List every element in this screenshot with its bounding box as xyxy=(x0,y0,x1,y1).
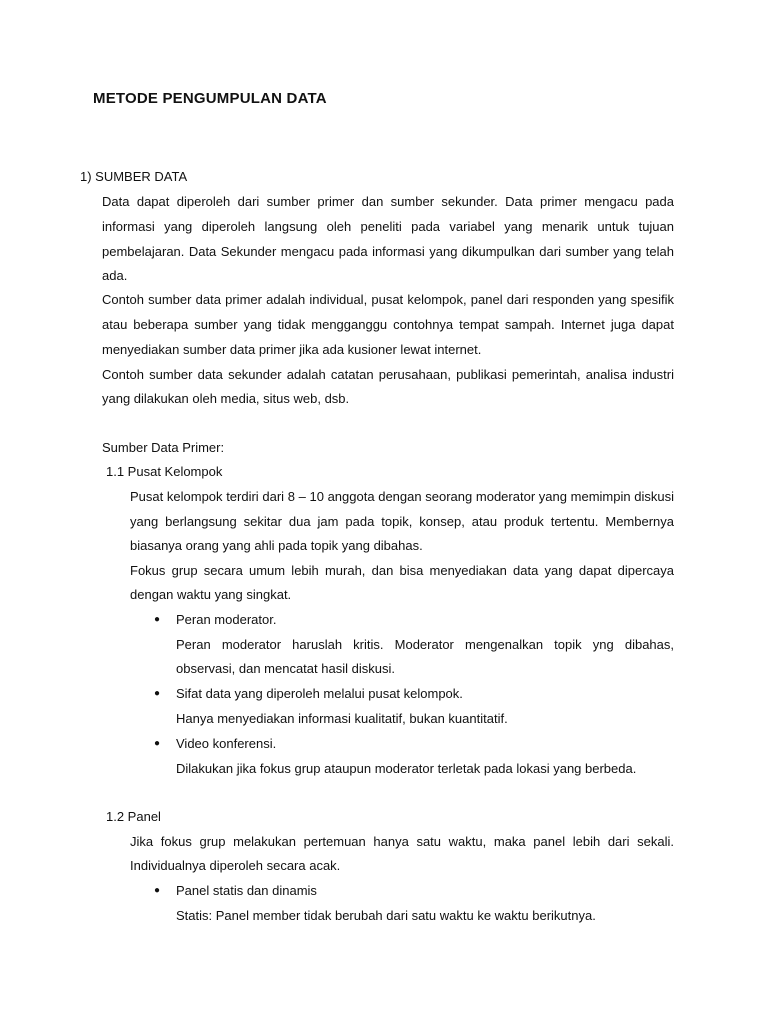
bullet-dot-icon: ● xyxy=(154,738,161,749)
paragraph-line: menyediakan sumber data primer jika ada kusioner lewat internet. xyxy=(102,342,482,357)
document-title: METODE PENGUMPULAN DATA xyxy=(93,90,327,107)
bullet-dot-icon: ● xyxy=(154,885,161,896)
bullet-text-line: Hanya menyediakan informasi kualitatif, bukan kuantitatif. xyxy=(176,711,508,726)
bullet-label: Panel statis dan dinamis xyxy=(176,883,317,898)
section-heading-sumber-data: 1) SUMBER DATA xyxy=(80,169,188,184)
paragraph-line: Data dapat diperoleh dari sumber primer dan sumber sekunder. Data primer mengacu pada xyxy=(102,194,674,209)
subsection-label-primary: Sumber Data Primer: xyxy=(102,440,225,455)
paragraph-line: Pusat kelompok terdiri dari 8 – 10 anggota dengan seorang moderator yang memimpin diskusi xyxy=(130,489,674,504)
paragraph-line: Jika fokus grup melakukan pertemuan hanya satu waktu, maka panel lebih dari sekali. xyxy=(130,834,674,849)
paragraph-line: yang berlangsung sekitar dua jam pada topik, konsep, atau produk tertentu. Membernya xyxy=(130,514,674,529)
bullet-text-line: observasi, dan mencatat hasil diskusi. xyxy=(176,661,395,676)
paragraph-line: biasanya orang yang ahli pada topik yang dibahas. xyxy=(130,538,423,553)
bullet-text-line: Dilakukan jika fokus grup ataupun moderator terletak pada lokasi yang berbeda. xyxy=(176,761,637,776)
paragraph-line: pembelajaran. Data Sekunder mengacu pada informasi yang dikumpulkan dari sumber yang telah xyxy=(102,244,674,259)
subsection-heading-panel: 1.2 Panel xyxy=(106,809,161,824)
bullet-text-line: Peran moderator haruslah kritis. Moderator mengenalkan topik yng dibahas, xyxy=(176,637,674,652)
bullet-label: Sifat data yang diperoleh melalui pusat kelompok. xyxy=(176,686,463,701)
bullet-dot-icon: ● xyxy=(154,688,161,699)
paragraph-line: Fokus grup secara umum lebih murah, dan bisa menyediakan data yang dapat dipercaya xyxy=(130,563,674,578)
paragraph-line: atau beberapa sumber yang tidak mengganggu contohnya tempat sampah. Internet juga dapat xyxy=(102,317,674,332)
bullet-text-line: Statis: Panel member tidak berubah dari satu waktu ke waktu berikutnya. xyxy=(176,908,596,923)
bullet-label: Peran moderator. xyxy=(176,612,277,627)
paragraph-line: informasi yang diperoleh langsung oleh peneliti pada variabel yang menarik untuk tujuan xyxy=(102,219,674,234)
paragraph-line: Contoh sumber data sekunder adalah catatan perusahaan, publikasi pemerintah, analisa industri xyxy=(102,367,674,382)
paragraph-line: Contoh sumber data primer adalah individual, pusat kelompok, panel dari responden yang spesifik xyxy=(102,292,674,307)
paragraph-line: yang dilakukan oleh media, situs web, dsb. xyxy=(102,391,350,406)
paragraph-line: Individualnya diperoleh secara acak. xyxy=(130,858,341,873)
bullet-dot-icon: ● xyxy=(154,614,161,625)
paragraph-line: dengan waktu yang singkat. xyxy=(130,587,292,602)
bullet-label: Video konferensi. xyxy=(176,736,277,751)
paragraph-line: ada. xyxy=(102,268,128,283)
subsection-heading-pusat-kelompok: 1.1 Pusat Kelompok xyxy=(106,464,223,479)
